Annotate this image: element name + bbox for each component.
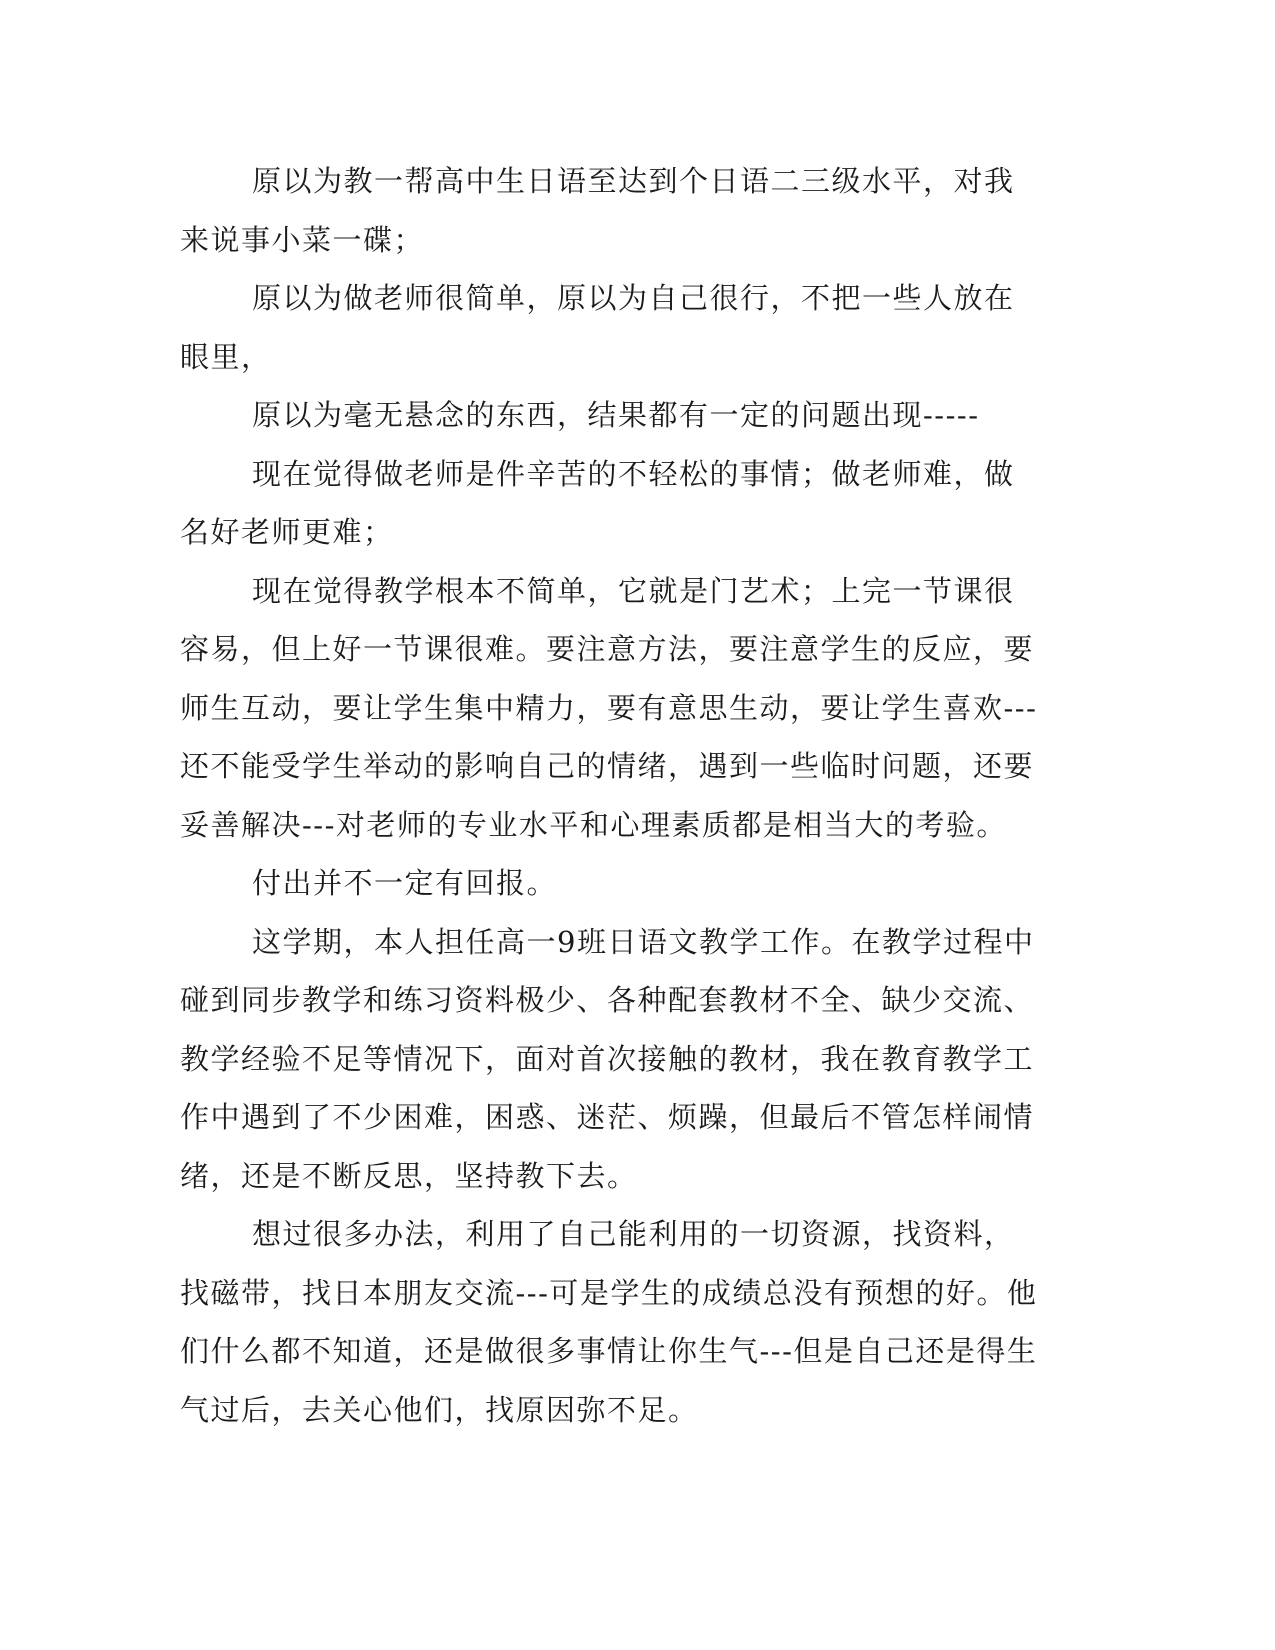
paragraph-1: 原以为教一帮高中生日语至达到个日语二三级水平，对我来说事小菜一碟； (180, 164, 1015, 257)
paragraph-6: 付出并不一定有回报。 (252, 866, 558, 900)
paragraph-3: 原以为毫无悬念的东西，结果都有一定的问题出现----- (252, 398, 980, 432)
paragraph-5: 现在觉得教学根本不简单，它就是门艺术；上完一节课很容易，但上好一节课很难。要注意方法，要注意学生的反应，要师生互动，要让学生集中精力，要有意思生动，要让学生喜欢---还不能受学生举动的影响自己的情绪，遇到一些临时问题，还要妥善解决---对老师的专业水平和心理素质都是相当大的考验。 (180, 573, 1038, 842)
paragraph-4: 现在觉得做老师是件辛苦的不轻松的事情；做老师难，做名好老师更难； (180, 456, 1015, 549)
paragraph-7: 这学期，本人担任高一9班日语文教学工作。在教学过程中碰到同步教学和练习资料极少、各种配套教材不全、缺少交流、教学经验不足等情况下，面对首次接触的教材，我在教育教学工作中遇到了不少困难，困惑、迷茫、烦躁，但最后不管怎样闹情绪，还是不断反思，坚持教下去。 (180, 924, 1035, 1193)
document-body (180, 152, 1040, 1439)
paragraph-2: 原以为做老师很简单，原以为自己很行，不把一些人放在眼里， (180, 281, 1015, 374)
paragraph-8: 想过很多办法，利用了自己能利用的一切资源，找资料，找磁带，找日本朋友交流---可是学生的成绩总没有预想的好。他们什么都不知道，还是做很多事情让你生气---但是自己还是得生气过后，去关心他们，找原因弥不足。 (180, 1217, 1038, 1427)
